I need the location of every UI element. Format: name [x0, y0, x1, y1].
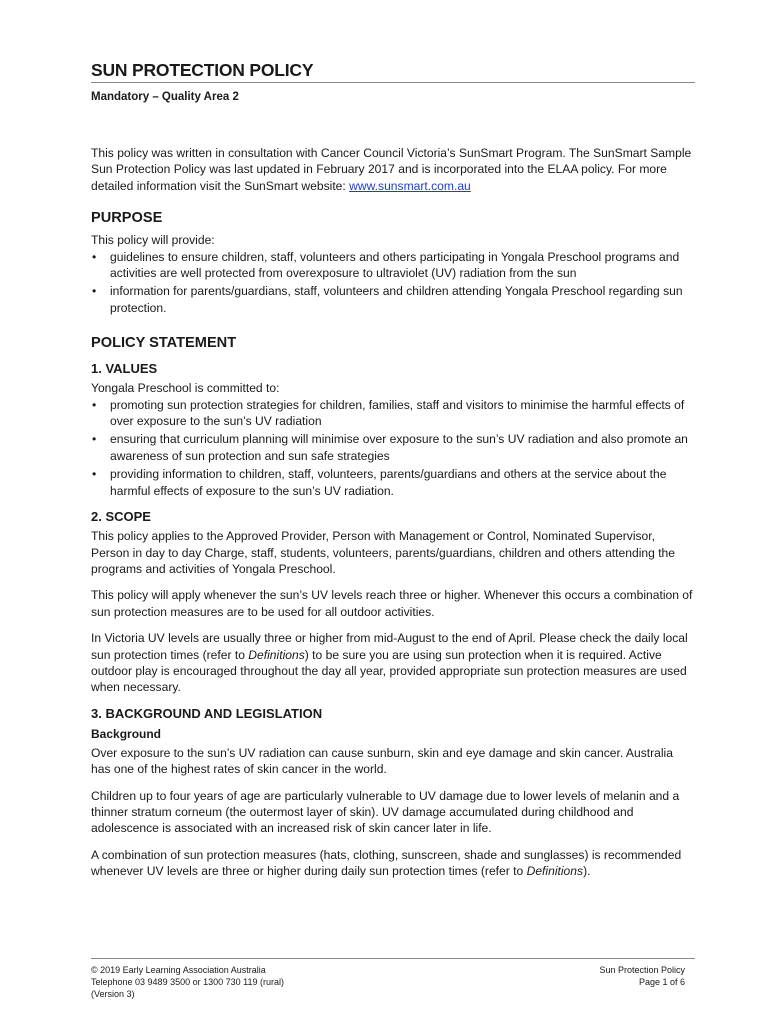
footer-version: (Version 3)	[91, 989, 135, 999]
scope-paragraph-1: This policy applies to the Approved Provider, Person with Management or Control, Nominated Supervisor, Person in day to day Charge, staff, students, volunteers, parents/guardians, children and others attending the programs and activities of Yongala Preschool.	[91, 529, 676, 576]
policy-statement-heading: POLICY STATEMENT	[91, 335, 237, 352]
purpose-list	[91, 249, 695, 317]
background-paragraph-3	[91, 847, 695, 880]
purpose-lead: This policy will provide:	[91, 233, 215, 248]
scope-p3-text: In Victoria UV levels are usually three or higher from mid-August to the end of April. Please check the daily local sun protection times (refer to	[91, 631, 688, 662]
list-item: • information for parents/guardians, staff, volunteers and children attending Yongala Preschool regarding sun protection.	[91, 283, 695, 316]
footer-page-number: Page 1 of 6	[638, 977, 685, 987]
list-item: • guidelines to ensure children, staff, volunteers and others participating in Yongala Preschool programs and activities are well protected from overexposure to ultraviolet (UV) radiation from the sun	[91, 249, 695, 282]
intro-paragraph	[91, 145, 695, 194]
list-item: • providing information to children, staff, volunteers, parents/guardians and others at the service about the harmful effects of exposure to the sun’s UV radiation.	[91, 466, 695, 499]
page-subtitle: Mandatory – Quality Area 2	[91, 91, 239, 103]
scope-paragraph-3	[91, 630, 695, 696]
footer-left	[91, 964, 284, 1000]
background-p3-text: A combination of sun protection measures (hats, clothing, sunscreen, shade and sunglasses) is recommended whenever UV levels are three or higher during daily sun protection times (refer to	[91, 847, 682, 879]
scope-paragraph-2: This policy will apply whenever the sun’s UV levels reach three or higher. Whenever this occurs a combination of sun protection measures are to be used for all outdoor activities.	[91, 588, 693, 619]
definitions-ref: Definitions	[248, 647, 305, 662]
values-heading: 1. VALUES	[91, 361, 158, 377]
background-p3-text-end: ).	[583, 864, 591, 879]
background-subheading: Background	[91, 726, 162, 741]
definitions-ref: Definitions	[526, 864, 584, 879]
document-page	[91, 60, 695, 880]
values-list	[91, 397, 695, 499]
list-item: • ensuring that curriculum planning will minimise over exposure to the sun’s UV radiation and also promote an awareness of sun protection and sun safe strategies	[91, 431, 695, 464]
background-paragraph-2: Children up to four years of age are particularly vulnerable to UV damage due to lower levels of melanin and a thinner stratum corneum (the outermost layer of skin). UV damage accumulated during childhood and adolescence is associated with an increased risk of skin cancer later in life.	[91, 788, 680, 836]
footer-doc-name: Sun Protection Policy	[599, 965, 685, 975]
page-title: SUN PROTECTION POLICY	[91, 60, 314, 80]
footer-copyright: © 2019 Early Learning Association Australia	[91, 965, 266, 975]
intro-text: This policy was written in consultation with Cancer Council Victoria’s SunSmart Program. The SunSmart Sample Sun Protection Policy was last updated in February 2017 and is incorporated into the ELAA policy. For more detailed information visit the SunSmart website:	[91, 146, 692, 193]
background-heading: 3. BACKGROUND AND LEGISLATION	[91, 705, 323, 721]
scope-heading: 2. SCOPE	[91, 509, 151, 525]
list-item: • promoting sun protection strategies for children, families, staff and visitors to minimise the harmful effects of over exposure to the sun’s UV radiation	[91, 397, 695, 430]
sunsmart-link[interactable]: www.sunsmart.com.au	[349, 178, 471, 193]
footer-right	[599, 964, 685, 988]
footer-telephone: Telephone 03 9489 3500 or 1300 730 119 (rural)	[91, 977, 284, 987]
purpose-heading: PURPOSE	[91, 210, 163, 227]
background-paragraph-1: Over exposure to the sun’s UV radiation can cause sunburn, skin and eye damage and skin cancer. Australia has one of the highest rates of skin cancer in the world.	[91, 745, 673, 777]
values-lead: Yongala Preschool is committed to:	[91, 381, 280, 396]
title-divider	[91, 82, 695, 83]
scope-p3-text-end: ) to be sure you are using sun protection when it is required. Active outdoor play is encouraged throughout the day all year, provided appropriate sun protection measures are used when necessary.	[91, 647, 687, 695]
page-footer	[91, 958, 695, 999]
